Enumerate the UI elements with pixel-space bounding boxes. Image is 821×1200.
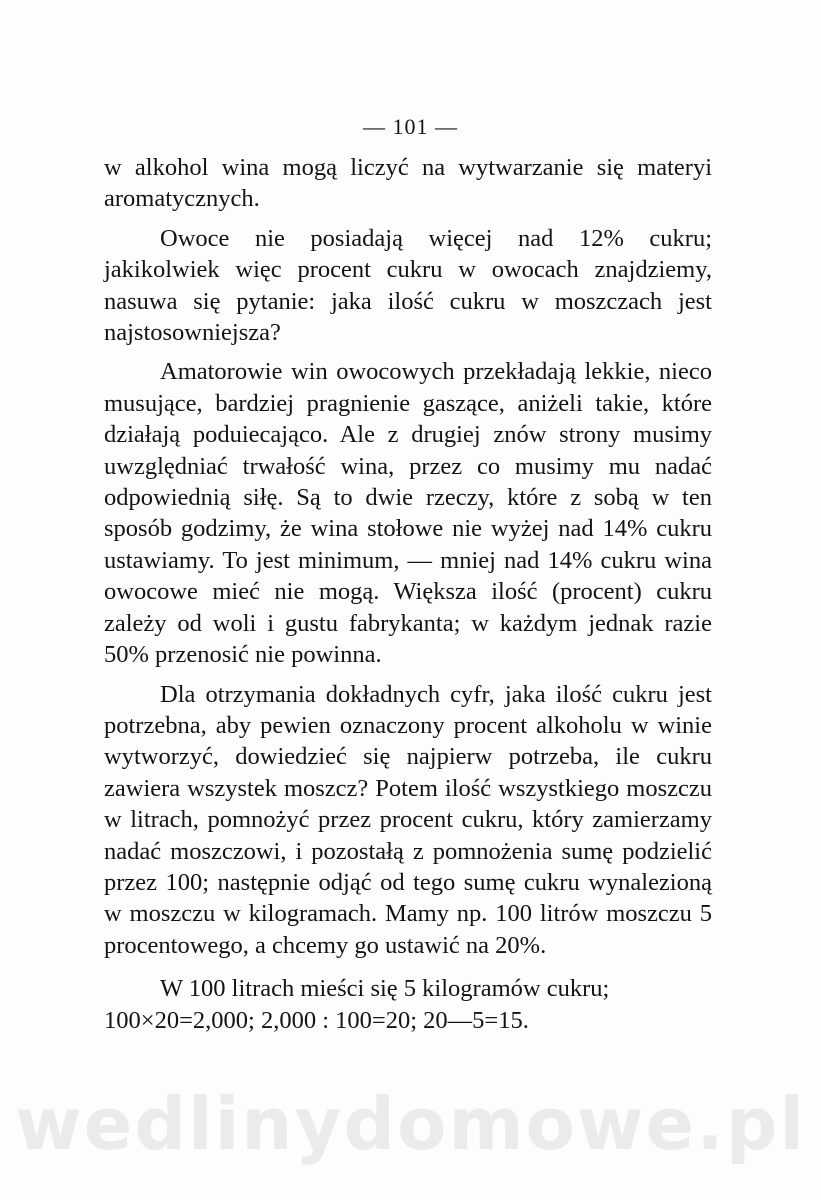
paragraph-amateurs: Amatorowie win owocowych przekładają lekkie, nieco musujące, bardziej pragnienie gaszące, aniżeli takie, które działają poduiecająco. Ale z drugiej znów strony musimy uwzględniać trwałość wina, przez co musimy mu nadać odpowiednią siłę. Są to dwie rzeczy, które z sobą w ten sposób godzimy, że wina stołowe nie wyżej nad 14% cukru ustawiamy. To jest minimum, — mniej nad 14% cukru wina owocowe mieć nie mogą. Większa ilość (procent) cukru zależy od woli i gustu fabrykanta; w każdym jednak razie 50% przenosić nie powinna.	[104, 358, 712, 669]
paragraph-example-equation: W 100 litrach mieści się 5 kilogramów cukru; 100×20=2,000; 2,000 : 100=20; 20—5=15.	[104, 975, 610, 1034]
watermark: wedlinydomowe.pl	[15, 1082, 806, 1166]
paragraph-fruit-sugar: Owoce nie posiadają więcej nad 12% cukru; jakikolwiek więc procent cukru w owocach znajdziemy, nasuwa się pytanie: jaka ilość cukru w moszczach jest najstosowniejsza?	[104, 224, 712, 347]
page-number-header: — 101 —	[363, 114, 458, 139]
paragraph-calculation: Dla otrzymania dokładnych cyfr, jaka ilość cukru jest potrzebna, aby pewien oznaczony procent alkoholu w winie wytworzyć, dowiedzieć się najpierw potrzeba, ile cukru zawiera wszystek moszcz? Potem ilość wszystkiego moszczu w litrach, pomnożyć przez procent cukru, który zamierzamy nadać moszczowi, i pozostałą z pomnożenia sumę podzielić przez 100; następnie odjąć od tego sumę cukru wynalezioną w moszczu w kilogramach. Mamy np. 100 litrów moszczu 5 procentowego, a chcemy go ustawić na 20%.	[104, 680, 712, 959]
paragraph-continuation: w alkohol wina mogą liczyć na wytwarzanie się materyi aromatycznych.	[104, 154, 712, 213]
page-body	[104, 152, 712, 1044]
